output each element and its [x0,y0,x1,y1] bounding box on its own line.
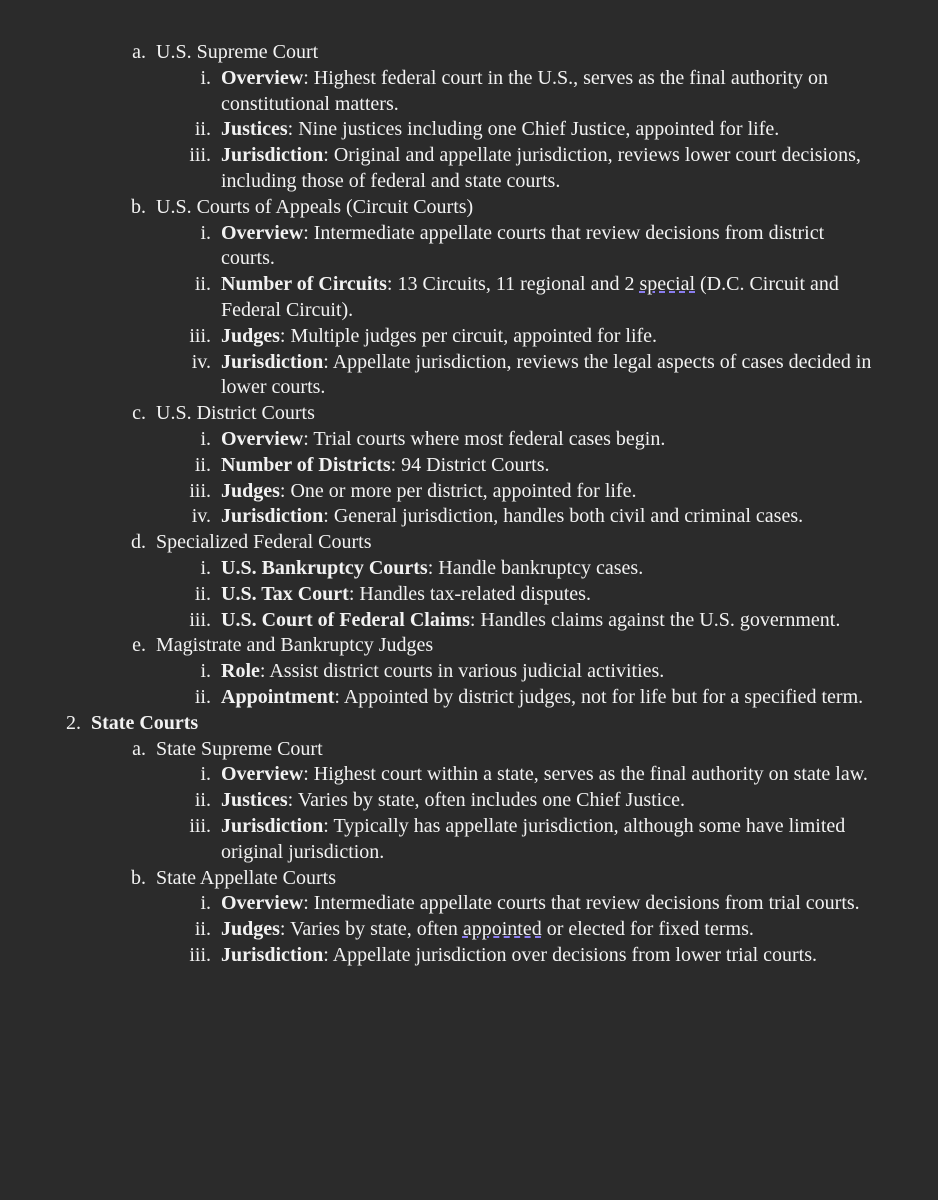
list-item-title: U.S. Courts of Appeals (Circuit Courts) [156,195,474,218]
sub-list-marker: iii. [189,943,211,966]
sub-list-marker: ii. [194,118,211,141]
list-marker: b. [131,195,146,218]
sub-item-number-of-districts [0,453,938,479]
list-marker: c. [132,402,146,425]
list-item-magistrate-and-bankruptcy-judges [0,633,938,659]
sub-list-marker: ii. [194,789,211,812]
term-label: Jurisdiction [221,814,324,837]
sub-item-body: Justices: Nine justices including one Chief Justice, appointed for life. [221,118,780,141]
term-description: Appointed by district judges, not for life but for a specified term. [343,685,864,708]
sub-item-body: Number of Circuits: 13 Circuits, 11 regional and 2 special (D.C. Circuit and Federal Circuit). [221,273,839,321]
term-description: Intermediate appellate courts that review decisions from trial courts. [313,892,860,915]
list-marker: 2. [66,711,81,734]
sub-item-body: Jurisdiction: Typically has appellate jurisdiction, although some have limited original jurisdiction. [221,814,846,863]
term-label: U.S. Tax Court [221,582,349,605]
sub-item-justices [0,788,938,814]
sub-item-body: Appointment: Appointed by district judges, not for life but for a specified term. [221,685,864,708]
term-label: Judges [221,479,280,502]
sub-item-jurisdiction [0,504,938,530]
section-heading-state-courts [0,711,938,737]
sub-list-marker: iii. [189,608,211,631]
sub-list-marker: iii. [189,479,211,502]
term-label: Appointment [221,685,335,708]
term-description: Handle bankruptcy cases. [438,556,644,579]
sub-item-justices [0,117,938,143]
term-label: Overview [221,221,304,244]
term-label: Jurisdiction [221,505,324,528]
sub-item-role [0,659,938,685]
sub-list-marker: iii. [189,814,211,837]
sub-item-body: Jurisdiction: Appellate jurisdiction, reviews the legal aspects of cases decided in lower courts. [221,350,872,399]
sub-item-body: Jurisdiction: General jurisdiction, handles both civil and criminal cases. [221,505,804,528]
sub-item-u-s-court-of-federal-claims [0,608,938,634]
section-state-courts [0,737,938,969]
sub-list-marker: ii. [194,582,211,605]
term-label: Justices [221,118,288,141]
term-description: 13 Circuits, 11 regional and 2 special (D.C. Circuit and Federal Circuit). [221,273,839,321]
list-item-u-s-district-courts [0,401,938,427]
sub-list-marker: i. [200,763,211,786]
sub-item-number-of-circuits [0,272,938,324]
term-label: U.S. Court of Federal Claims [221,608,470,631]
sub-item-body: Judges: Varies by state, often appointed or elected for fixed terms. [221,918,754,941]
sub-item-body: Number of Districts: 94 District Courts. [221,453,550,476]
sub-list-marker: i. [200,660,211,683]
term-description: 94 District Courts. [401,453,550,476]
list-item-title: State Supreme Court [156,737,323,760]
sub-item-overview [0,221,938,273]
term-description: One or more per district, appointed for life. [290,479,637,502]
list-item-title: Specialized Federal Courts [156,531,372,554]
term-description: General jurisdiction, handles both civil and criminal cases. [333,505,804,528]
term-label: Overview [221,892,304,915]
sub-list-marker: i. [200,221,211,244]
sub-item-appointment [0,685,938,711]
sub-item-judges [0,917,938,943]
sub-item-jurisdiction [0,943,938,969]
sub-item-body: Overview: Highest court within a state, serves as the final authority on state law. [221,763,868,786]
sub-list-marker: iii. [189,144,211,167]
sub-item-body: Overview: Trial courts where most federal cases begin. [221,427,666,450]
list-marker: d. [131,531,146,554]
sub-item-jurisdiction [0,350,938,402]
sub-item-body: Role: Assist district courts in various judicial activities. [221,660,665,683]
term-label: Role [221,660,260,683]
sub-item-body: U.S. Court of Federal Claims: Handles claims against the U.S. government. [221,608,841,631]
sub-item-judges [0,479,938,505]
sub-item-overview [0,762,938,788]
sub-item-body: U.S. Bankruptcy Courts: Handle bankruptcy cases. [221,556,644,579]
sub-list-marker: iv. [191,350,211,373]
list-item-state-supreme-court [0,737,938,763]
sub-item-u-s-bankruptcy-courts [0,556,938,582]
list-item-title: Magistrate and Bankruptcy Judges [156,634,434,657]
term-description: Handles claims against the U.S. government. [480,608,841,631]
sub-list-marker: ii. [194,453,211,476]
sub-list-marker: i. [200,427,211,450]
term-description: Typically has appellate jurisdiction, although some have limited original jurisdiction. [221,814,846,863]
sub-list-marker: i. [200,892,211,915]
sub-item-judges [0,324,938,350]
term-description: Multiple judges per circuit, appointed for life. [290,324,658,347]
list-marker: a. [132,737,146,760]
sub-item-body: Overview: Intermediate appellate courts that review decisions from trial courts. [221,892,860,915]
list-item-title: U.S. District Courts [156,402,315,425]
list-item-state-appellate-courts [0,866,938,892]
section-federal-courts [0,40,938,711]
sub-item-body: Judges: One or more per district, appointed for life. [221,479,637,502]
list-marker: a. [132,41,146,63]
term-description: Original and appellate jurisdiction, reviews lower court decisions, including those of federal and state courts. [221,144,861,192]
term-label: Number of Circuits [221,273,387,296]
term-label: Overview [221,763,304,786]
term-description: Highest court within a state, serves as the final authority on state law. [313,763,868,786]
list-item-u-s-supreme-court [0,40,938,66]
sub-item-jurisdiction [0,814,938,866]
term-label: Overview [221,427,304,450]
sub-item-body: Jurisdiction: Appellate jurisdiction over decisions from lower trial courts. [221,943,818,966]
term-description: Appellate jurisdiction, reviews the legal aspects of cases decided in lower courts. [221,350,872,399]
term-label: Jurisdiction [221,943,324,966]
term-label: U.S. Bankruptcy Courts [221,556,428,579]
term-description: Intermediate appellate courts that review decisions from district courts. [221,221,825,270]
document-body [0,40,938,969]
sub-item-body: Overview: Highest federal court in the U.S., serves as the final authority on constitutional matters. [221,66,829,115]
list-marker: b. [131,866,146,889]
term-description: Trial courts where most federal cases begin. [313,427,666,450]
sub-item-body: Justices: Varies by state, often includes one Chief Justice. [221,789,685,812]
term-label: Judges [221,324,280,347]
sub-list-marker: iv. [191,505,211,528]
sub-list-marker: i. [200,66,211,89]
spellcheck-underlined-word[interactable]: appointed [462,918,542,941]
term-label: Justices [221,789,288,812]
sub-item-overview [0,891,938,917]
term-label: Jurisdiction [221,144,324,167]
term-description: Handles tax-related disputes. [359,582,591,605]
term-description: Varies by state, often includes one Chief Justice. [297,789,685,812]
sub-list-marker: iii. [189,324,211,347]
sub-item-u-s-tax-court [0,582,938,608]
sub-item-overview [0,66,938,118]
term-label: Number of Districts [221,453,391,476]
sub-item-jurisdiction [0,143,938,195]
sub-item-overview [0,427,938,453]
sub-list-marker: ii. [194,685,211,708]
term-description: Assist district courts in various judicial activities. [269,660,665,683]
section-title: State Courts [91,711,199,734]
sub-item-body: Overview: Intermediate appellate courts that review decisions from district courts. [221,221,825,270]
term-label: Judges [221,918,280,941]
list-item-title: State Appellate Courts [156,866,336,889]
sub-item-body: Jurisdiction: Original and appellate jurisdiction, reviews lower court decisions, including those of federal and state courts. [221,144,861,192]
list-item-u-s-courts-of-appeals-circuit-courts [0,195,938,221]
term-description: Appellate jurisdiction over decisions from lower trial courts. [332,943,818,966]
term-label: Jurisdiction [221,350,324,373]
term-description: Varies by state, often appointed or elected for fixed terms. [290,918,754,941]
sub-list-marker: ii. [194,918,211,941]
term-label: Overview [221,66,304,89]
spellcheck-underlined-word[interactable]: special [639,273,696,296]
term-description: Nine justices including one Chief Justice, appointed for life. [298,118,780,141]
sub-item-body: U.S. Tax Court: Handles tax-related disputes. [221,582,591,605]
sub-item-body: Judges: Multiple judges per circuit, appointed for life. [221,324,658,347]
list-item-title: U.S. Supreme Court [156,41,319,63]
sub-list-marker: i. [200,556,211,579]
term-description: Highest federal court in the U.S., serves as the final authority on constitutional matters. [221,66,829,115]
list-item-specialized-federal-courts [0,530,938,556]
list-marker: e. [132,634,146,657]
sub-list-marker: ii. [194,273,211,296]
